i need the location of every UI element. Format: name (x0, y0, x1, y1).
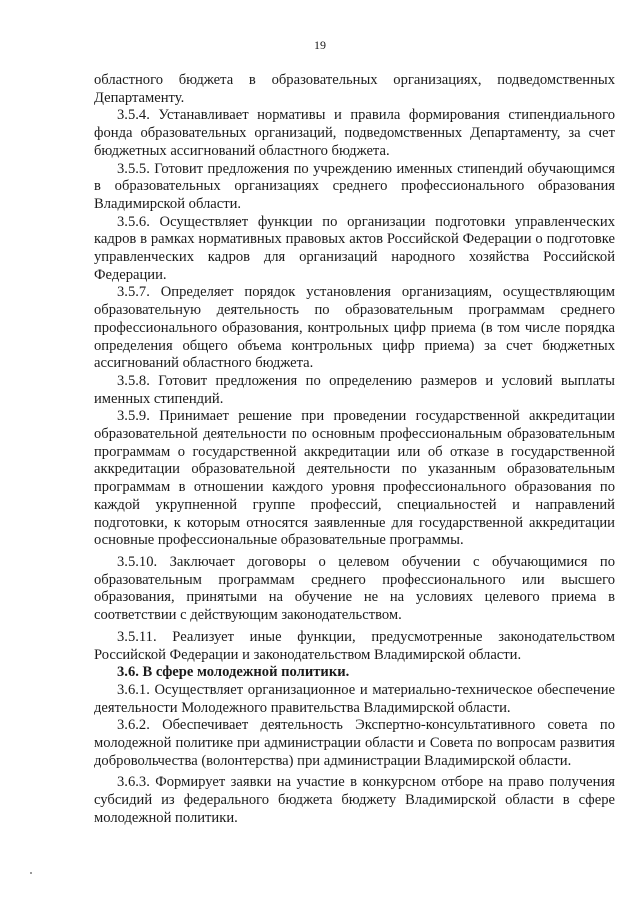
paragraph-3-5-5: 3.5.5. Готовит предложения по учреждению именных стипендий обучающимся в образовательных организациях среднего профессионального образования Владимирской области. (94, 160, 615, 212)
paragraph-3-6-3: 3.6.3. Формирует заявки на участие в конкурсном отборе на право получения субсидий из федерального бюджета бюджету Владимирской области в сфере молодежной политики. (94, 774, 615, 826)
paragraph-3-6-2: 3.6.2. Обеспечивает деятельность Экспертно-консультативного совета по молодежной политике при администрации области и Совета по вопросам развития добровольчества (волонтерства) при администрации Владимирской области. (94, 717, 615, 769)
page-number: 19 (314, 38, 326, 52)
paragraph-3-5-9: 3.5.9. Принимает решение при проведении государственной аккредитации образовательной деятельности по основным профессиональным образовательным программам о государственной аккредитации или об отказе в государственной аккредитации образовательной деятельности по указанным образовательным программам в отношении каждого уровня профессионального образования по каждой укрупненной группе профессий, специальностей и направлений подготовки, к которым относятся заявленные для государственной аккредитации основные профессиональные образовательные программы. (94, 408, 615, 549)
document-body (94, 72, 615, 828)
paragraph-3-5-11: 3.5.11. Реализует иные функции, предусмотренные законодательством Российской Федерации и законодательством Владимирской области. (94, 628, 615, 663)
paragraph-3-6-1: 3.6.1. Осуществляет организационное и материально-техническое обеспечение деятельности Молодежного правительства Владимирской области. (94, 681, 615, 716)
paragraph-3-5-4: 3.5.4. Устанавливает нормативы и правила формирования стипендиального фонда образовательных организаций, подведомственных Департаменту, за счет бюджетных ассигнований областного бюджета. (94, 107, 615, 159)
paragraph-3-5-7: 3.5.7. Определяет порядок установления организациям, осуществляющим образовательную деятельность по образовательным программам среднего профессионального образования, контрольных цифр приема (в том числе порядка определения общего объема контрольных цифр приема) за счет бюджетных ассигнований областного бюджета. (94, 284, 615, 372)
paragraph-3-5-6: 3.5.6. Осуществляет функции по организации подготовки управленческих кадров в рамках нормативных правовых актов Российской Федерации о подготовке управленческих кадров для организаций народного хозяйства Российской Федерации. (94, 213, 615, 283)
paragraph-continuation: областного бюджета в образовательных организациях, подведомственных Департаменту. (94, 72, 615, 106)
paragraph-3-5-10: 3.5.10. Заключает договоры о целевом обучении с обучающимися по образовательным программам среднего профессионального или высшего образования, принятыми на обучение не на условиях целевого приема в соответствии с действующим законодательством. (94, 553, 615, 624)
paragraph-3-5-8: 3.5.8. Готовит предложения по определению размеров и условий выплаты именных стипендий. (94, 372, 615, 407)
scan-dot (30, 872, 32, 874)
section-heading-3-6: 3.6. В сфере молодежной политики. (117, 664, 350, 681)
